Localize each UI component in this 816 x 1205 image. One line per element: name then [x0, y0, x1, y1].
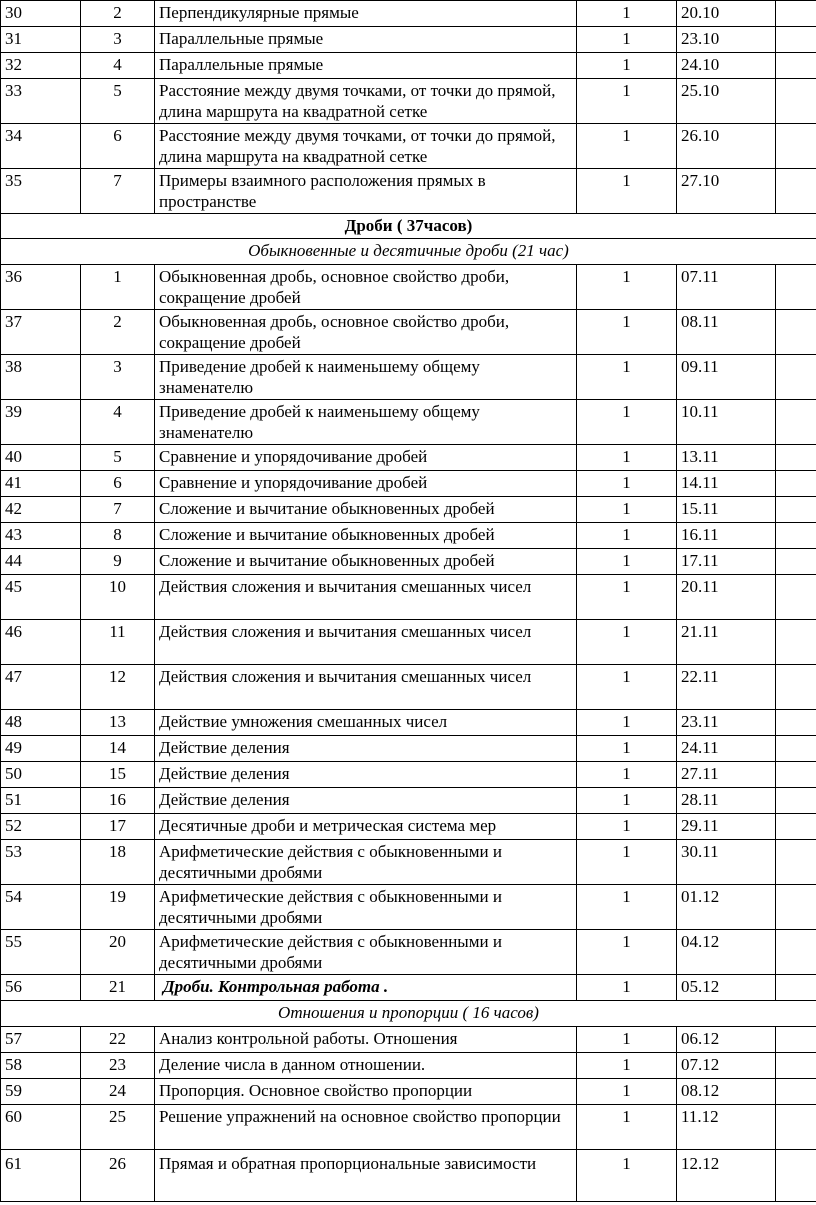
table-row: [1, 497, 816, 523]
lesson-hours-cell: 1: [577, 27, 677, 53]
table-row: [1, 124, 816, 169]
lesson-note-cell: [776, 1053, 816, 1079]
lesson-number-cell: 42: [1, 497, 81, 523]
lesson-topic-cell: Анализ контрольной работы. Отношения: [155, 1027, 577, 1053]
table-row: [1, 975, 816, 1001]
lesson-date-cell: 24.10: [677, 53, 776, 79]
table-row: [1, 53, 816, 79]
lesson-hours-cell: 1: [577, 762, 677, 788]
lesson-date-cell: 08.12: [677, 1079, 776, 1105]
lesson-topic-cell: Действие деления: [155, 762, 577, 788]
lesson-number-cell: 32: [1, 53, 81, 79]
lesson-number-cell: 33: [1, 79, 81, 124]
lesson-date-cell: 10.11: [677, 400, 776, 445]
lesson-hours-cell: 1: [577, 400, 677, 445]
lesson-topic-cell: Действие деления: [155, 788, 577, 814]
lesson-index-cell: 6: [81, 124, 155, 169]
lesson-note-cell: [776, 124, 816, 169]
lesson-topic-cell: Деление числа в данном отношении.: [155, 1053, 577, 1079]
lesson-number-cell: 43: [1, 523, 81, 549]
section-title: Обыкновенные и десятичные дроби (21 час): [1, 239, 816, 265]
lesson-hours-cell: 1: [577, 710, 677, 736]
table-row: [1, 1105, 816, 1150]
table-row: [1, 79, 816, 124]
lesson-number-cell: 38: [1, 355, 81, 400]
section-header-row: [1, 239, 816, 265]
lesson-topic-cell: Пропорция. Основное свойство пропорции: [155, 1079, 577, 1105]
lesson-number-cell: 48: [1, 710, 81, 736]
lesson-date-cell: 23.10: [677, 27, 776, 53]
lesson-topic-cell: Сравнение и упорядочивание дробей: [155, 471, 577, 497]
lesson-hours-cell: 1: [577, 523, 677, 549]
table-row: [1, 310, 816, 355]
lesson-date-cell: 27.10: [677, 169, 776, 214]
lesson-note-cell: [776, 400, 816, 445]
lesson-index-cell: 21: [81, 975, 155, 1001]
lesson-note-cell: [776, 575, 816, 620]
lesson-topic-cell: Сложение и вычитание обыкновенных дробей: [155, 523, 577, 549]
table-row: [1, 620, 816, 665]
lesson-note-cell: [776, 169, 816, 214]
lesson-date-cell: 07.12: [677, 1053, 776, 1079]
lesson-number-cell: 46: [1, 620, 81, 665]
lesson-date-cell: 14.11: [677, 471, 776, 497]
lesson-date-cell: 15.11: [677, 497, 776, 523]
lesson-note-cell: [776, 265, 816, 310]
table-row: [1, 710, 816, 736]
lesson-topic-cell: Арифметические действия с обыкновенными и десятичными дробями: [155, 840, 577, 885]
lesson-number-cell: 54: [1, 885, 81, 930]
lesson-note-cell: [776, 1, 816, 27]
lesson-topic-cell: Обыкновенная дробь, основное свойство дроби, сокращение дробей: [155, 310, 577, 355]
lesson-hours-cell: 1: [577, 124, 677, 169]
lesson-topic-cell: Параллельные прямые: [155, 27, 577, 53]
lesson-note-cell: [776, 710, 816, 736]
lesson-note-cell: [776, 620, 816, 665]
section-title: Отношения и пропорции ( 16 часов): [1, 1001, 816, 1027]
lesson-note-cell: [776, 840, 816, 885]
lesson-number-cell: 47: [1, 665, 81, 710]
lesson-note-cell: [776, 523, 816, 549]
section-title: Дроби ( 37часов): [1, 214, 816, 239]
lesson-index-cell: 4: [81, 400, 155, 445]
lesson-date-cell: 22.11: [677, 665, 776, 710]
lesson-note-cell: [776, 27, 816, 53]
table-row: [1, 523, 816, 549]
lesson-date-cell: 05.12: [677, 975, 776, 1001]
lesson-number-cell: 41: [1, 471, 81, 497]
lesson-hours-cell: 1: [577, 265, 677, 310]
lesson-number-cell: 40: [1, 445, 81, 471]
lesson-topic-cell: Сложение и вычитание обыкновенных дробей: [155, 497, 577, 523]
lesson-hours-cell: 1: [577, 620, 677, 665]
lesson-date-cell: 24.11: [677, 736, 776, 762]
lesson-number-cell: 50: [1, 762, 81, 788]
table-row: [1, 885, 816, 930]
lesson-date-cell: 20.11: [677, 575, 776, 620]
lesson-note-cell: [776, 445, 816, 471]
table-row: [1, 355, 816, 400]
table-row: [1, 930, 816, 975]
lesson-date-cell: 20.10: [677, 1, 776, 27]
table-row: [1, 840, 816, 885]
lesson-index-cell: 5: [81, 445, 155, 471]
lesson-date-cell: 29.11: [677, 814, 776, 840]
lesson-index-cell: 2: [81, 1, 155, 27]
lesson-topic-cell: Параллельные прямые: [155, 53, 577, 79]
lesson-date-cell: 30.11: [677, 840, 776, 885]
lesson-index-cell: 25: [81, 1105, 155, 1150]
lesson-note-cell: [776, 788, 816, 814]
lesson-hours-cell: 1: [577, 79, 677, 124]
lesson-topic-cell: Перпендикулярные прямые: [155, 1, 577, 27]
table-row: [1, 575, 816, 620]
lesson-index-cell: 10: [81, 575, 155, 620]
lesson-topic-cell: Решение упражнений на основное свойство пропорции: [155, 1105, 577, 1150]
table-row: [1, 549, 816, 575]
lesson-index-cell: 22: [81, 1027, 155, 1053]
lesson-date-cell: 06.12: [677, 1027, 776, 1053]
lesson-number-cell: 56: [1, 975, 81, 1001]
lesson-note-cell: [776, 79, 816, 124]
lesson-date-cell: 01.12: [677, 885, 776, 930]
lesson-hours-cell: 1: [577, 53, 677, 79]
lesson-index-cell: 15: [81, 762, 155, 788]
table-row: [1, 762, 816, 788]
lesson-index-cell: 16: [81, 788, 155, 814]
lesson-topic-cell: Приведение дробей к наименьшему общему знаменателю: [155, 400, 577, 445]
lesson-number-cell: 57: [1, 1027, 81, 1053]
lesson-topic-cell: Сложение и вычитание обыкновенных дробей: [155, 549, 577, 575]
lesson-index-cell: 19: [81, 885, 155, 930]
table-row: [1, 814, 816, 840]
lesson-topic-cell: Десятичные дроби и метрическая система мер: [155, 814, 577, 840]
lesson-hours-cell: 1: [577, 1027, 677, 1053]
lesson-hours-cell: 1: [577, 840, 677, 885]
lesson-topic-cell: Примеры взаимного расположения прямых в пространстве: [155, 169, 577, 214]
lesson-index-cell: 9: [81, 549, 155, 575]
lesson-topic-cell: Арифметические действия с обыкновенными и десятичными дробями: [155, 885, 577, 930]
lesson-note-cell: [776, 1150, 816, 1202]
table-row: [1, 1053, 816, 1079]
lesson-hours-cell: 1: [577, 471, 677, 497]
lesson-date-cell: 28.11: [677, 788, 776, 814]
lesson-date-cell: 27.11: [677, 762, 776, 788]
lesson-number-cell: 59: [1, 1079, 81, 1105]
lesson-index-cell: 2: [81, 310, 155, 355]
lesson-hours-cell: 1: [577, 445, 677, 471]
section-header-row: [1, 1001, 816, 1027]
lesson-number-cell: 51: [1, 788, 81, 814]
lesson-hours-cell: 1: [577, 814, 677, 840]
lesson-number-cell: 45: [1, 575, 81, 620]
lesson-number-cell: 55: [1, 930, 81, 975]
lesson-hours-cell: 1: [577, 1, 677, 27]
lesson-topic-cell: Расстояние между двумя точками, от точки до прямой, длина маршрута на квадратной сетке: [155, 124, 577, 169]
table-row: [1, 471, 816, 497]
lesson-date-cell: 11.12: [677, 1105, 776, 1150]
lesson-note-cell: [776, 497, 816, 523]
lesson-note-cell: [776, 1027, 816, 1053]
lesson-topic-cell: Арифметические действия с обыкновенными и десятичными дробями: [155, 930, 577, 975]
lesson-date-cell: 23.11: [677, 710, 776, 736]
lesson-index-cell: 4: [81, 53, 155, 79]
lesson-date-cell: 07.11: [677, 265, 776, 310]
lesson-hours-cell: 1: [577, 575, 677, 620]
lesson-number-cell: 36: [1, 265, 81, 310]
lesson-topic-cell: Дроби. Контрольная работа .: [155, 975, 577, 1001]
lesson-number-cell: 35: [1, 169, 81, 214]
lesson-topic-cell: Прямая и обратная пропорциональные зависимости: [155, 1150, 577, 1202]
lesson-index-cell: 7: [81, 497, 155, 523]
lesson-note-cell: [776, 310, 816, 355]
lesson-hours-cell: 1: [577, 1105, 677, 1150]
lesson-topic-cell: Сравнение и упорядочивание дробей: [155, 445, 577, 471]
lesson-number-cell: 39: [1, 400, 81, 445]
lesson-note-cell: [776, 885, 816, 930]
lesson-hours-cell: 1: [577, 736, 677, 762]
lesson-topic-cell: Обыкновенная дробь, основное свойство дроби, сокращение дробей: [155, 265, 577, 310]
lesson-number-cell: 31: [1, 27, 81, 53]
lesson-number-cell: 44: [1, 549, 81, 575]
table-row: [1, 1079, 816, 1105]
lesson-number-cell: 60: [1, 1105, 81, 1150]
lesson-date-cell: 17.11: [677, 549, 776, 575]
lesson-hours-cell: 1: [577, 169, 677, 214]
lesson-date-cell: 13.11: [677, 445, 776, 471]
table-row: [1, 27, 816, 53]
lesson-note-cell: [776, 762, 816, 788]
lesson-date-cell: 12.12: [677, 1150, 776, 1202]
lesson-number-cell: 37: [1, 310, 81, 355]
lesson-number-cell: 58: [1, 1053, 81, 1079]
lesson-index-cell: 7: [81, 169, 155, 214]
lesson-number-cell: 61: [1, 1150, 81, 1202]
lesson-hours-cell: 1: [577, 549, 677, 575]
lesson-note-cell: [776, 814, 816, 840]
lesson-index-cell: 24: [81, 1079, 155, 1105]
lesson-hours-cell: 1: [577, 930, 677, 975]
table-row: [1, 445, 816, 471]
lesson-date-cell: 08.11: [677, 310, 776, 355]
lesson-note-cell: [776, 665, 816, 710]
lesson-date-cell: 26.10: [677, 124, 776, 169]
lesson-note-cell: [776, 549, 816, 575]
lesson-topic-cell: Приведение дробей к наименьшему общему знаменателю: [155, 355, 577, 400]
lesson-index-cell: 3: [81, 27, 155, 53]
lesson-plan-body: [1, 1, 816, 1202]
table-row: [1, 169, 816, 214]
lesson-topic-cell: Расстояние между двумя точками, от точки до прямой, длина маршрута на квадратной сетке: [155, 79, 577, 124]
lesson-note-cell: [776, 736, 816, 762]
table-row: [1, 1027, 816, 1053]
table-row: [1, 265, 816, 310]
lesson-date-cell: 04.12: [677, 930, 776, 975]
section-header-row: [1, 214, 816, 239]
lesson-topic-cell: Действие умножения смешанных чисел: [155, 710, 577, 736]
lesson-note-cell: [776, 53, 816, 79]
lesson-index-cell: 20: [81, 930, 155, 975]
lesson-note-cell: [776, 471, 816, 497]
lesson-hours-cell: 1: [577, 975, 677, 1001]
lesson-index-cell: 11: [81, 620, 155, 665]
lesson-date-cell: 16.11: [677, 523, 776, 549]
table-row: [1, 788, 816, 814]
lesson-number-cell: 30: [1, 1, 81, 27]
lesson-hours-cell: 1: [577, 497, 677, 523]
lesson-note-cell: [776, 355, 816, 400]
lesson-date-cell: 09.11: [677, 355, 776, 400]
table-row: [1, 1150, 816, 1202]
lesson-number-cell: 34: [1, 124, 81, 169]
lesson-topic-cell: Действия сложения и вычитания смешанных чисел: [155, 665, 577, 710]
lesson-index-cell: 5: [81, 79, 155, 124]
lesson-index-cell: 23: [81, 1053, 155, 1079]
lesson-topic-cell: Действия сложения и вычитания смешанных чисел: [155, 620, 577, 665]
lesson-index-cell: 13: [81, 710, 155, 736]
lesson-date-cell: 25.10: [677, 79, 776, 124]
lesson-index-cell: 18: [81, 840, 155, 885]
table-row: [1, 1, 816, 27]
lesson-hours-cell: 1: [577, 885, 677, 930]
lesson-hours-cell: 1: [577, 310, 677, 355]
lesson-number-cell: 52: [1, 814, 81, 840]
lesson-hours-cell: 1: [577, 355, 677, 400]
lesson-index-cell: 14: [81, 736, 155, 762]
table-row: [1, 665, 816, 710]
lesson-index-cell: 1: [81, 265, 155, 310]
lesson-index-cell: 8: [81, 523, 155, 549]
lesson-index-cell: 26: [81, 1150, 155, 1202]
table-row: [1, 736, 816, 762]
lesson-index-cell: 17: [81, 814, 155, 840]
lesson-index-cell: 12: [81, 665, 155, 710]
lesson-topic-cell: Действия сложения и вычитания смешанных чисел: [155, 575, 577, 620]
lesson-hours-cell: 1: [577, 788, 677, 814]
lesson-note-cell: [776, 975, 816, 1001]
lesson-number-cell: 53: [1, 840, 81, 885]
lesson-hours-cell: 1: [577, 665, 677, 710]
lesson-index-cell: 6: [81, 471, 155, 497]
table-row: [1, 400, 816, 445]
lesson-hours-cell: 1: [577, 1150, 677, 1202]
lesson-hours-cell: 1: [577, 1079, 677, 1105]
lesson-topic-cell: Действие деления: [155, 736, 577, 762]
lesson-note-cell: [776, 1105, 816, 1150]
lesson-note-cell: [776, 1079, 816, 1105]
lesson-number-cell: 49: [1, 736, 81, 762]
lesson-index-cell: 3: [81, 355, 155, 400]
lesson-date-cell: 21.11: [677, 620, 776, 665]
lesson-hours-cell: 1: [577, 1053, 677, 1079]
lesson-note-cell: [776, 930, 816, 975]
